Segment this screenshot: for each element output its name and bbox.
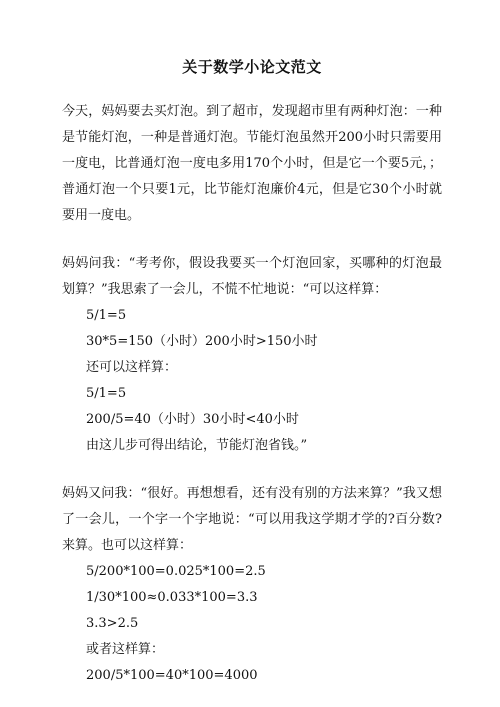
calc-line: 3.3>2.5 <box>86 616 139 631</box>
calc-line: 200/5*100=40*100=4000 <box>86 668 258 683</box>
calc-line: 1/30*100≈0.033*100=3.3 <box>86 590 258 605</box>
paragraph-gap <box>62 459 442 481</box>
calc-line: 还可以这样算： <box>86 360 178 375</box>
document-title: 关于数学小论文范文 <box>182 58 322 76</box>
paragraph-1: 今天，妈妈要去买灯泡。到了超市，发现超市里有两种灯泡：一种是节能灯泡，一种是普通灯泡。节能灯泡虽然开200小时只需要用一度电，比普通灯泡一度电多用170个小时，但是它一个要5元，；普通灯泡一个只要1元，比节能灯泡廉价4元，但是它30个小时就要用一度电。 <box>62 104 442 223</box>
calc-line: 5/200*100=0.025*100=2.5 <box>86 564 266 579</box>
calc-line: 或者这样算： <box>86 642 165 657</box>
calc-line: 30*5=150（小时）200小时>150小时 <box>86 334 318 349</box>
calc-line: 5/1=5 <box>86 308 127 323</box>
paragraph-gap <box>62 229 442 251</box>
paragraph-2: 妈妈问我：“考考你，假设我要买一个灯泡回家，买哪种的灯泡最划算？”我思索了一会儿，不慌不忙地说：“可以这样算： <box>62 256 442 297</box>
calc-line: 5/1=5 <box>86 386 127 401</box>
calc-line: 由这儿步可得出结论，节能灯泡省钱。” <box>86 438 308 453</box>
paragraph-3: 妈妈又问我：“很好。再想想看，还有没有别的方法来算？”我又想了一会儿，一个字一个字地说：“可以用我这学期才学的?百分数?来算。也可以这样算： <box>62 486 442 553</box>
calc-line: 200/5=40（小时）30小时<40小时 <box>86 412 299 427</box>
